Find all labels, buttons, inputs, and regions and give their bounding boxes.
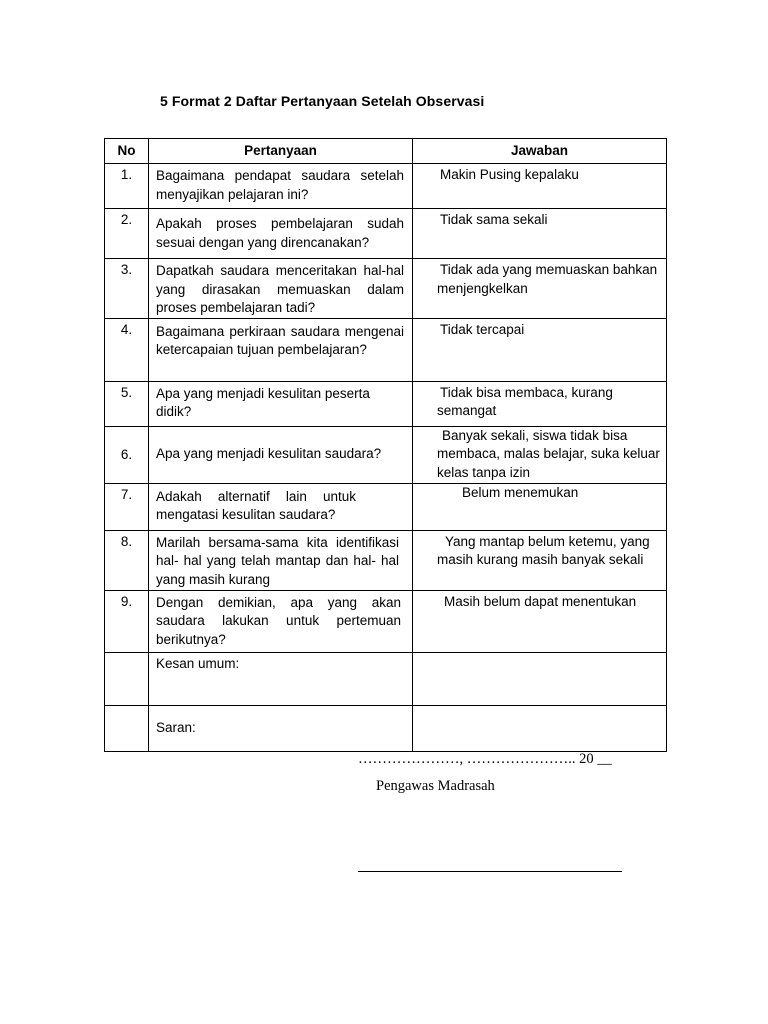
answer-cell: Tidak sama sekali bbox=[413, 209, 667, 259]
row-number: 3. bbox=[105, 259, 149, 319]
table-row-saran bbox=[105, 705, 667, 751]
document-title: 5 Format 2 Daftar Pertanyaan Setelah Observasi bbox=[160, 93, 485, 109]
table-row-kesan bbox=[105, 652, 667, 705]
table-row bbox=[105, 318, 667, 381]
kesan-umum-label: Kesan umum: bbox=[149, 652, 413, 705]
answer-cell: Tidak ada yang memuaskan bahkan menjengkelkan bbox=[413, 259, 667, 319]
saran-label: Saran: bbox=[149, 705, 413, 751]
row-number: 9. bbox=[105, 590, 149, 652]
row-number: 6. bbox=[105, 426, 149, 483]
question-cell: Bagaimana perkiraan saudara mengenai ketercapaian tujuan pembelajaran? bbox=[149, 318, 413, 381]
saran-answer-cell bbox=[413, 705, 667, 751]
question-cell: Apa yang menjadi kesulitan saudara? bbox=[149, 426, 413, 483]
answer-cell: Tidak bisa membaca, kurang semangat bbox=[413, 381, 667, 426]
question-cell: Apa yang menjadi kesulitan peserta didik? bbox=[149, 381, 413, 426]
row-number: 2. bbox=[105, 209, 149, 259]
answer-cell: Banyak sekali, siswa tidak bisa membaca, malas belajar, suka keluar kelas tanpa izin bbox=[413, 426, 667, 483]
table-row bbox=[105, 164, 667, 209]
header-no: No bbox=[105, 139, 149, 164]
question-cell: Dengan demikian, apa yang akan saudara lakukan untuk pertemuan berikutnya? bbox=[149, 590, 413, 652]
answer-cell: Tidak tercapai bbox=[413, 318, 667, 381]
table-row bbox=[105, 381, 667, 426]
answer-cell: Masih belum dapat menentukan bbox=[413, 590, 667, 652]
question-cell: Bagaimana pendapat saudara setelah menyajikan pelajaran ini? bbox=[149, 164, 413, 209]
row-number: 4. bbox=[105, 318, 149, 381]
signature-line bbox=[358, 871, 622, 872]
empty-number-cell bbox=[105, 705, 149, 751]
table-row bbox=[105, 259, 667, 319]
kesan-umum-answer-cell bbox=[413, 652, 667, 705]
question-cell: Adakah alternatif lain untuk mengatasi kesulitan saudara? bbox=[149, 483, 413, 530]
table-row bbox=[105, 426, 667, 483]
question-table bbox=[104, 138, 667, 752]
header-question: Pertanyaan bbox=[149, 139, 413, 164]
question-cell: Dapatkah saudara menceritakan hal-hal yang dirasakan memuaskan dalam proses pembelajaran tadi? bbox=[149, 259, 413, 319]
table-row bbox=[105, 590, 667, 652]
table-row bbox=[105, 483, 667, 530]
header-answer: Jawaban bbox=[413, 139, 667, 164]
table-header-row bbox=[105, 139, 667, 164]
question-cell: Marilah bersama-sama kita identifikasi hal- hal yang telah mantap dan hal- hal yang masih kurang bbox=[149, 530, 413, 590]
empty-number-cell bbox=[105, 652, 149, 705]
answer-cell: Belum menemukan bbox=[413, 483, 667, 530]
row-number: 1. bbox=[105, 164, 149, 209]
row-number: 8. bbox=[105, 530, 149, 590]
table-row bbox=[105, 209, 667, 259]
signatory-role: Pengawas Madrasah bbox=[376, 778, 495, 794]
question-cell: Apakah proses pembelajaran sudah sesuai dengan yang direncanakan? bbox=[149, 209, 413, 259]
row-number: 7. bbox=[105, 483, 149, 530]
table-row bbox=[105, 530, 667, 590]
place-date-line: …………………, ………………….. 20 __ bbox=[358, 751, 612, 767]
row-number: 5. bbox=[105, 381, 149, 426]
answer-cell: Yang mantap belum ketemu, yang masih kurang masih banyak sekali bbox=[413, 530, 667, 590]
answer-cell: Makin Pusing kepalaku bbox=[413, 164, 667, 209]
